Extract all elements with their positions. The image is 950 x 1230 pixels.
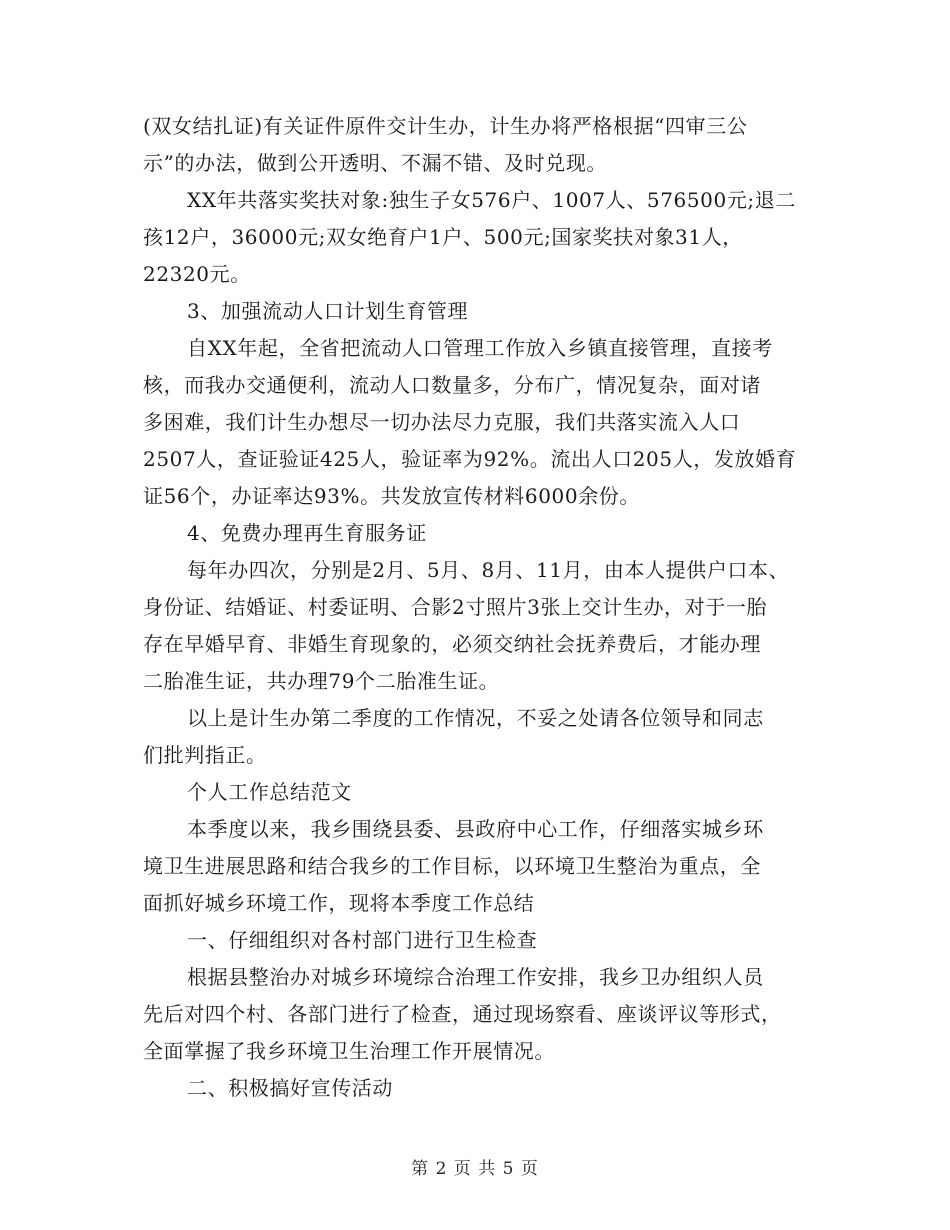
text-line: 示”的办法，做到公开透明、不漏不错、及时兑现。 [143,151,608,175]
text-line: 本季度以来，我乡围绕县委、县政府中心工作，仔细落实城乡环 [187,817,764,841]
text-line: 以上是计生办第二季度的工作情况，不妥之处请各位领导和同志 [187,706,764,730]
text-line: 全面掌握了我乡环境卫生治理工作开展情况。 [143,1039,555,1063]
text-line: 自XX年起，全省把流动人口管理工作放入乡镇直接管理，直接考 [187,336,773,360]
text-line: 核，而我办交通便利，流动人口数量多，分布广，情况复杂，面对诸 [143,373,761,397]
text-line: 多困难，我们计生办想尽一切办法尽力克服，我们共落实流入人口 [143,410,741,434]
document-body [143,108,823,1107]
text-line: 先后对四个村、各部门进行了检查，通过现场察看、座谈评议等形式， [143,1002,782,1026]
text-line: 们批判指正。 [143,743,267,767]
text-line: 存在早婚早育、非婚生育现象的，必须交纳社会抚养费后，才能办理 [143,632,761,656]
text-line: 4、免费办理再生育服务证 [187,521,427,545]
text-line: 二胎准生证，共办理79个二胎准生证。 [143,669,500,693]
text-line: 2507人，查证验证425人，验证率为92%。流出人口205人，发放婚育 [143,447,797,471]
text-line: 22320元。 [143,262,251,286]
page-footer: 第 2 页 共 5 页 [411,1159,539,1179]
text-line: 身份证、结婚证、村委证明、合影2寸照片3张上交计生办，对于一胎 [143,595,768,619]
text-line: 二、积极搞好宣传活动 [187,1076,393,1100]
text-line: 证56个，办证率达93%。共发放宣传材料6000余份。 [143,484,641,508]
text-line: 根据县整治办对城乡环境综合治理工作安排，我乡卫办组织人员 [187,965,764,989]
text-line: 境卫生进展思路和结合我乡的工作目标，以环境卫生整治为重点，全 [143,854,761,878]
text-line: 每年办四次，分别是2月、5月、8月、11月，由本人提供户口本、 [187,558,790,582]
text-line: 3、加强流动人口计划生育管理 [187,299,469,323]
text-line: 面抓好城乡环境工作，现将本季度工作总结 [143,891,535,915]
text-line: 个人工作总结范文 [187,780,352,804]
text-line: 孩12户，36000元;双女绝育户1户、500元;国家奖扶对象31人， [143,225,743,249]
text-line: 一、仔细组织对各村部门进行卫生检查 [187,928,538,952]
text-line: (双女结扎证)有关证件原件交计生办，计生办将严格根据“四审三公 [143,114,748,138]
text-line: XX年共落实奖扶对象:独生子女576户、1007人、576500元;退二 [187,188,796,212]
